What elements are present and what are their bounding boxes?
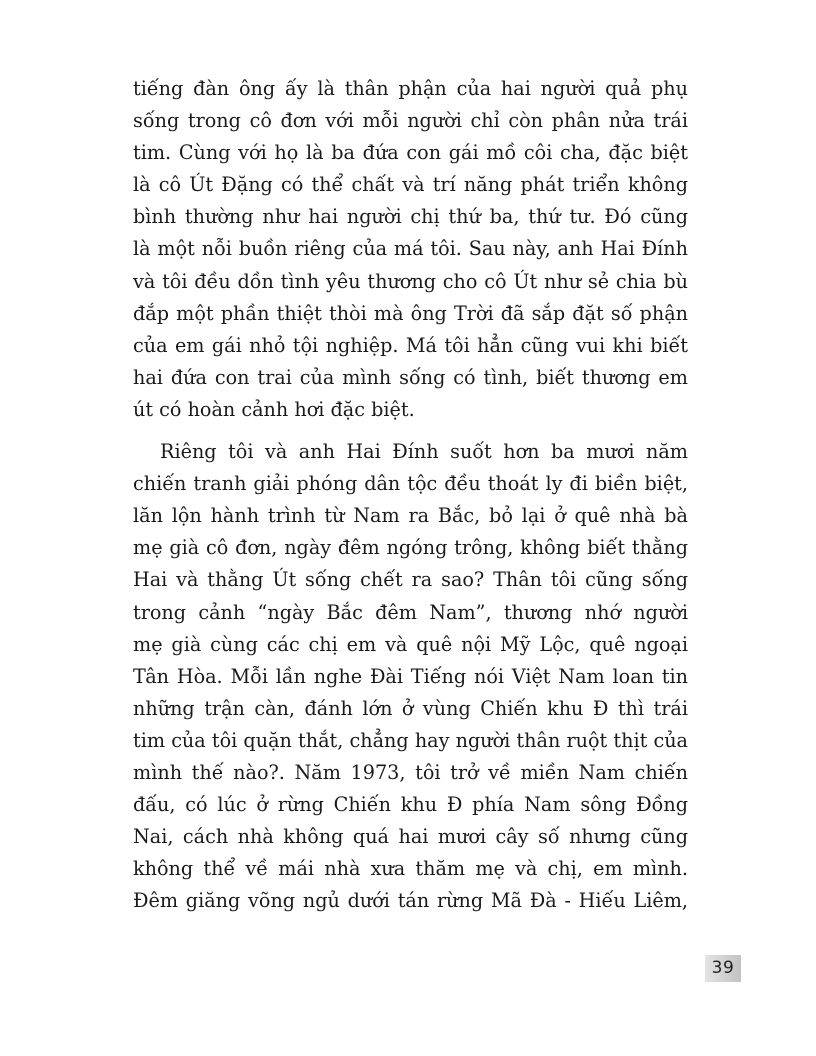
text-line: Riêng tôi và anh Hai Đính suốt hơn ba mươi năm [160,440,688,464]
text-line: bình thường như hai người chị thứ ba, thứ tư. Đó cũng [133,205,688,229]
text-line: út có hoàn cảnh hơi đặc biệt. [133,397,415,421]
text-line: là cô Út Đặng có thể chất và trí năng phát triển không [133,173,688,197]
text-line: Đêm giăng võng ngủ dưới tán rừng Mã Đà - Hiếu Liêm, [133,889,688,913]
page-number: 39 [705,955,741,982]
text-line: của em gái nhỏ tội nghiệp. Má tôi hẳn cũng vui khi biết [133,333,688,357]
text-line: hai đứa con trai của mình sống có tình, biết thương em [133,365,688,389]
paragraph-2 [133,436,688,917]
text-line: Nai, cách nhà không quá hai mươi cây số nhưng cũng [133,825,688,849]
text-line: đắp một phần thiệt thòi mà ông Trời đã sắp đặt số phận [133,301,688,325]
text-line: trong cảnh “ngày Bắc đêm Nam”, thương nhớ người [133,600,688,624]
body-text [133,73,688,917]
text-line: những trận càn, đánh lớn ở vùng Chiến khu Đ thì trái [133,696,688,720]
text-line: tim của tôi quặn thắt, chẳng hay người thân ruột thịt của [133,728,688,752]
text-line: mình thế nào?. Năm 1973, tôi trở về miền Nam chiến [133,760,688,784]
text-line: và tôi đều dồn tình yêu thương cho cô Út như sẻ chia bù [133,269,688,293]
paragraph-1 [133,73,688,426]
text-line: tiếng đàn ông ấy là thân phận của hai người quả phụ [133,77,688,100]
text-line: tim. Cùng với họ là ba đứa con gái mồ côi cha, đặc biệt [133,141,688,165]
text-line: là một nỗi buồn riêng của má tôi. Sau này, anh Hai Đính [133,237,688,261]
text-line: Hai và thằng Út sống chết ra sao? Thân tôi cũng sống [133,568,688,592]
text-line: Tân Hòa. Mỗi lần nghe Đài Tiếng nói Việt Nam loan tin [133,664,688,688]
text-line: lăn lộn hành trình từ Nam ra Bắc, bỏ lại ở quê nhà bà [133,504,688,528]
text-line: chiến tranh giải phóng dân tộc đều thoát ly đi biền biệt, [133,472,688,496]
text-line: đấu, có lúc ở rừng Chiến khu Đ phía Nam sông Đồng [133,793,688,817]
text-line: mẹ già cùng các chị em và quê nội Mỹ Lộc, quê ngoại [133,632,688,656]
text-line: không thể về mái nhà xưa thăm mẹ và chị, em mình. [133,857,688,881]
text-line: sống trong cô đơn với mỗi người chỉ còn phân nửa trái [133,109,688,133]
text-line: mẹ già cô đơn, ngày đêm ngóng trông, không biết thằng [133,536,688,560]
